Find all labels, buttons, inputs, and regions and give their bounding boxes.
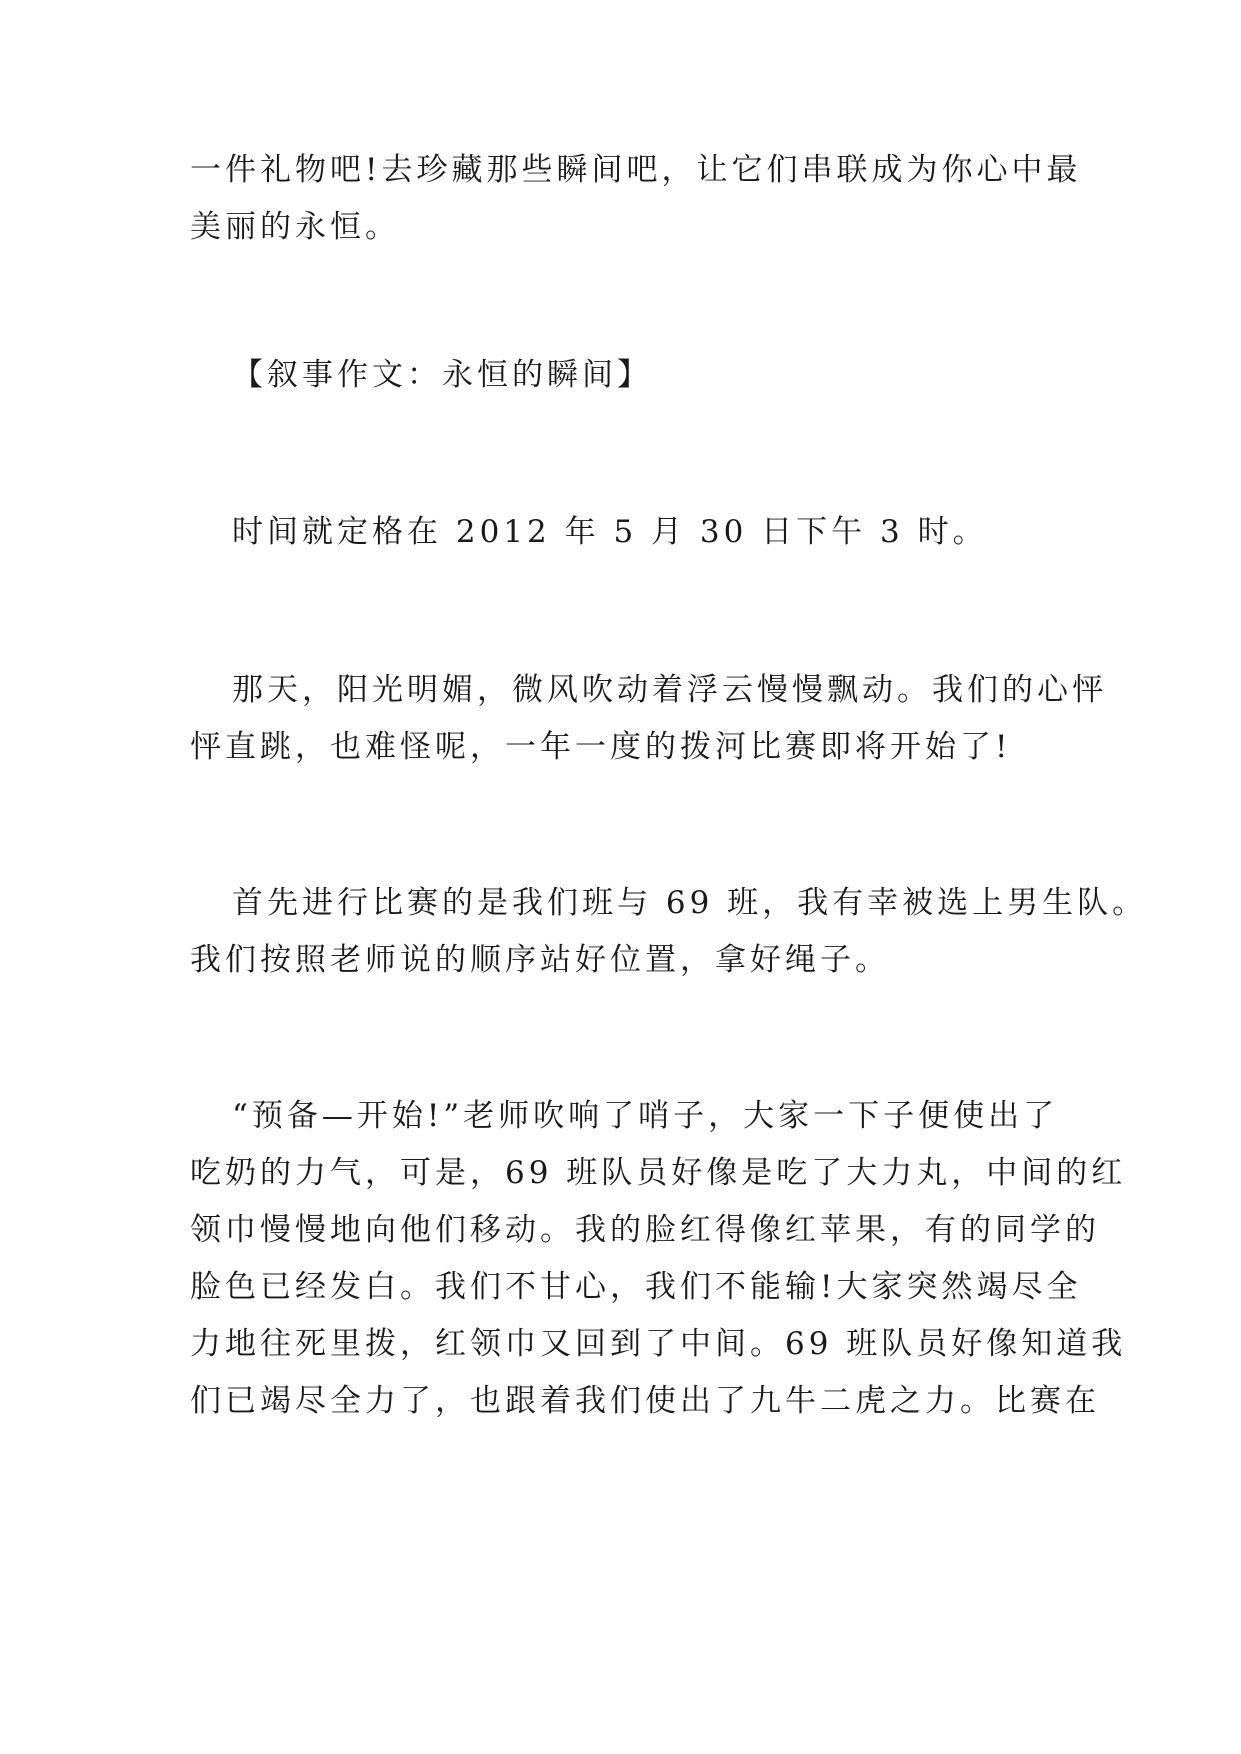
paragraph-line: 时间就定格在 2012 年 5 月 30 日下午 3 时。	[232, 514, 988, 550]
paragraph-line: 领巾慢慢地向他们移动。我的脸红得像红苹果，有的同学的	[190, 1212, 1100, 1248]
paragraph-line: 力地往死里拨，红领巾又回到了中间。69 班队员好像知道我	[190, 1326, 1127, 1362]
paragraph-line: 吃奶的力气，可是，69 班队员好像是吃了大力丸，中间的红	[190, 1155, 1127, 1191]
paragraph-line: 一件礼物吧!去珍藏那些瞬间吧，让它们串联成为你心中最	[190, 152, 1082, 188]
paragraph-line: 怦直跳，也难怪呢，一年一度的拨河比赛即将开始了!	[190, 729, 1012, 765]
paragraph-line: 我们按照老师说的顺序站好位置，拿好绳子。	[190, 942, 890, 978]
paragraph-line: “预备—开始!”老师吹响了哨子，大家一下子便使出了	[232, 1098, 1059, 1134]
paragraph-line: 脸色已经发白。我们不甘心，我们不能输!大家突然竭尽全	[190, 1269, 1082, 1305]
paragraph-line: 美丽的永恒。	[190, 209, 400, 245]
paragraph-line: 首先进行比赛的是我们班与 69 班，我有幸被选上男生队。	[232, 885, 1148, 921]
paragraph-line: 那天，阳光明媚，微风吹动着浮云慢慢飘动。我们的心怦	[232, 672, 1107, 708]
section-heading: 【叙事作文：永恒的瞬间】	[232, 357, 652, 393]
paragraph-line: 们已竭尽全力了，也跟着我们使出了九牛二虎之力。比赛在	[190, 1383, 1100, 1419]
